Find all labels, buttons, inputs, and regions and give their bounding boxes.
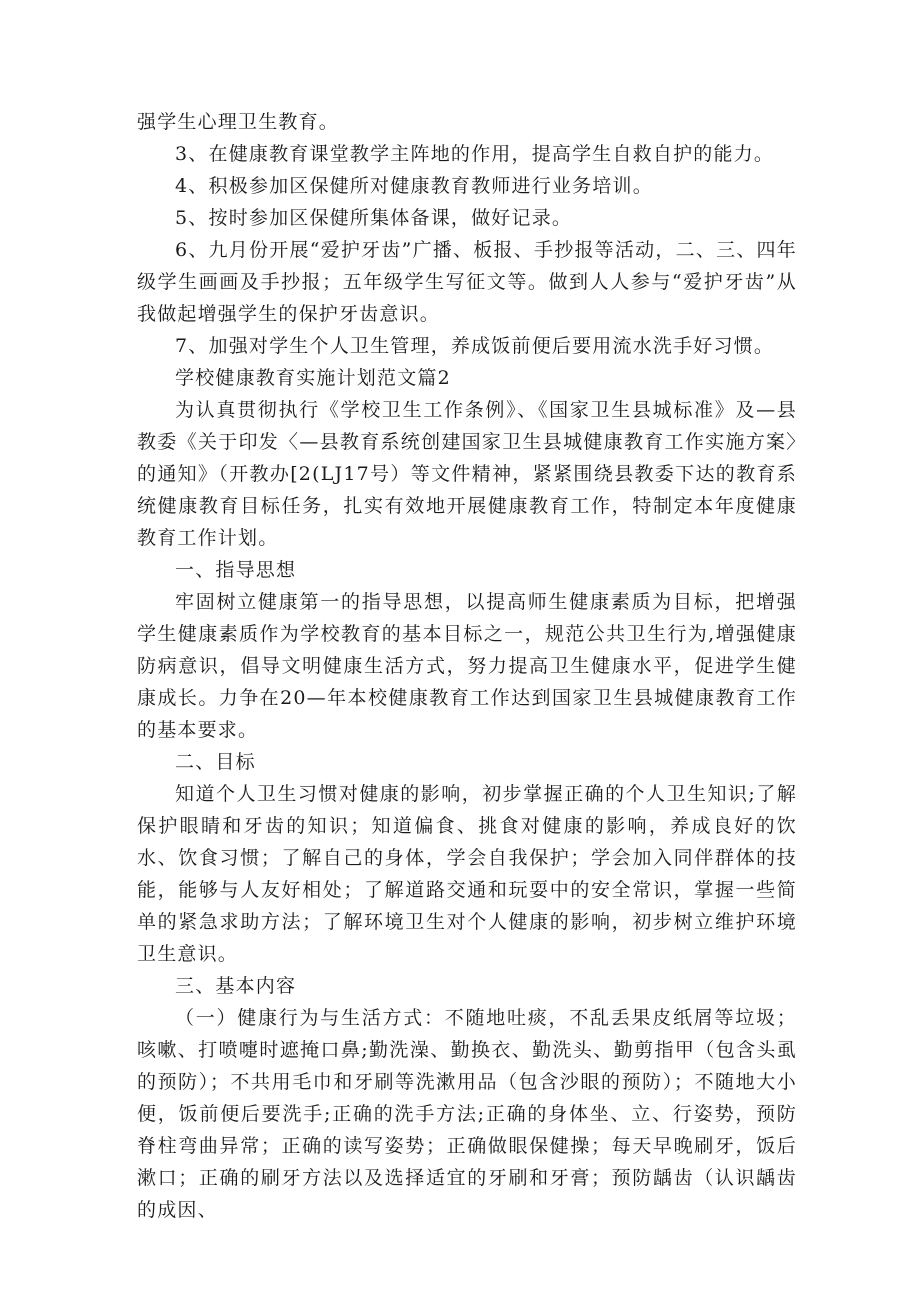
guiding-ideology-paragraph: 牢固树立健康第一的指导思想，以提高师生健康素质为目标，把增强学生健康素质作为学校教育的基本目标之一，规范公共卫生行为,增强健康防病意识，倡导文明健康生活方式，努力提高卫生健康水平，促进学生健康成长。力争在20—年本校健康教育工作达到国家卫生县城健康教育工作的基本要求。: [137, 591, 797, 741]
section-heading-goals: 二、目标: [175, 751, 256, 773]
list-item-6: 6、九月份开展“爱护牙齿”广播、板报、手抄报等活动，二、三、四年级学生画画及手抄报；五年级学生写征文等。做到人人参与“爱护牙齿”从我做起增强学生的保护牙齿意识。: [137, 239, 797, 325]
list-item-5: 5、按时参加区保健所集体备课，做好记录。: [175, 207, 573, 229]
intro-paragraph: 为认真贯彻执行《学校卫生工作条例》、《国家卫生县城标准》及—县教委《关于印发〈—县教育系统创建国家卫生县城健康教育工作实施方案〉的通知》（开教办[2(LJ17号）等文件精神，紧紧围绕县教委下达的教育系统健康教育目标任务，扎实有效地开展健康教育工作，特制定本年度健康教育工作计划。: [137, 399, 797, 549]
list-item-7: 7、加强对学生个人卫生管理，养成饭前便后要用流水洗手好习惯。: [175, 335, 775, 357]
list-item-3: 3、在健康教育课堂教学主阵地的作用，提高学生自救自护的能力。: [175, 143, 775, 165]
section-heading-guiding-ideology: 一、指导思想: [175, 559, 297, 581]
section-heading-basic-content: 三、基本内容: [175, 975, 297, 997]
article-title: 学校健康教育实施计划范文篇2: [175, 367, 451, 389]
paragraph-continuation: 强学生心理卫生教育。: [137, 111, 340, 133]
goals-paragraph: 知道个人卫生习惯对健康的影响，初步掌握正确的个人卫生知识;了解保护眼睛和牙齿的知识；知道偏食、挑食对健康的影响，养成良好的饮水、饮食习惯；了解自己的身体，学会自我保护；学会加入同伴群体的技能，能够与人友好相处；了解道路交通和玩耍中的安全常识，掌握一些简单的紧急求助方法；了解环境卫生对个人健康的影响，初步树立维护环境卫生意识。: [137, 783, 797, 965]
list-item-4: 4、积极参加区保健所对健康教育教师进行业务培训。: [175, 175, 653, 197]
document-body: [137, 106, 797, 1226]
basic-content-paragraph: （一）健康行为与生活方式：不随地吐痰，不乱丢果皮纸屑等垃圾；咳嗽、打喷嚏时遮掩口鼻;勤洗澡、勤换衣、勤洗头、勤剪指甲（包含头虱的预防）；不共用毛巾和牙刷等洗漱用品（包含沙眼的预防）；不随地大小便，饭前便后要洗手;正确的洗手方法;正确的身体坐、立、行姿势，预防脊柱弯曲异常；正确的读写姿势；正确做眼保健操；每天早晚刷牙，饭后漱口；正确的刷牙方法以及选择适宜的牙刷和牙膏；预防龋齿（认识龋齿的成因、: [137, 1007, 797, 1221]
